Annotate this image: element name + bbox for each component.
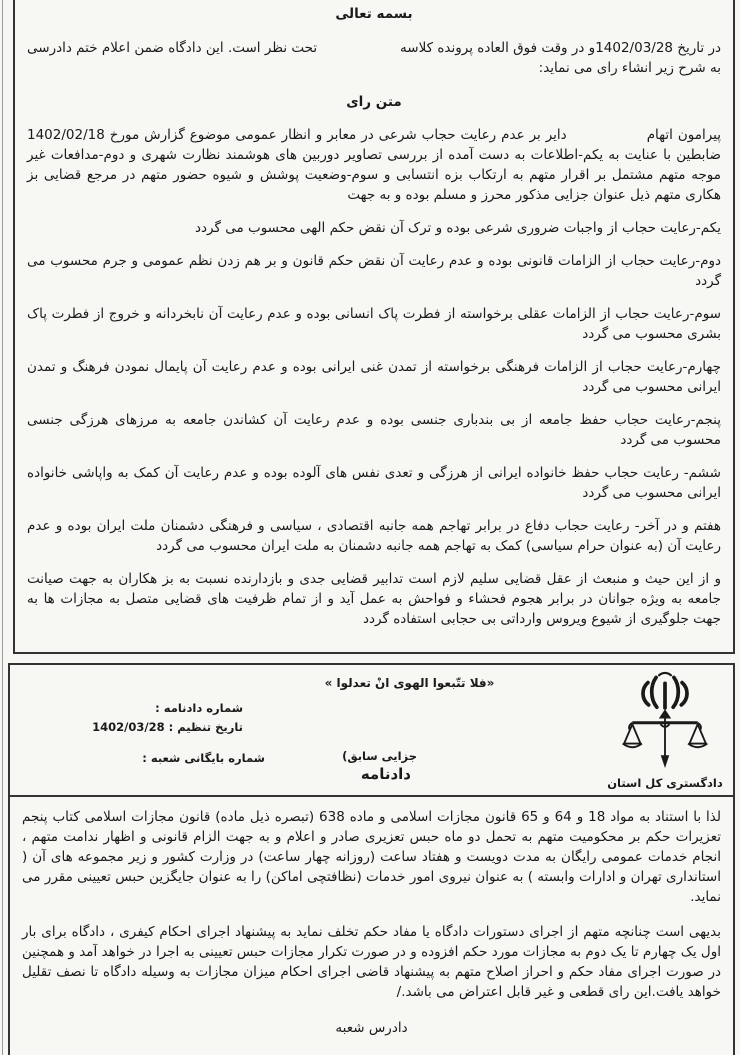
issue-date-row — [92, 720, 243, 734]
charge-body: دایر بر عدم رعایت حجاب شرعی در معابر و انظار عمومی موضوع گزارش مورخ 1402/02/18 ضابطین با عنایت به یکم-اطلاعات به دست آمده از بررسی تصاویر دوربین های هوشمند نظارت شهری و دوم-مدافعات غیر موجه متهم مشتمل بر اقرار متهم به ارتکاب بزه انتسابی و سوم-وضعیت پوشش و شیوه حضور متهم در مرجع قضایی بز هکاری متهم ذیل عنوان جزایی مذکور محرز و مسلم بوده و به جهت — [27, 127, 721, 203]
ruling-body — [10, 797, 733, 1038]
issue-date-value: 1402/03/28 — [92, 720, 165, 734]
charge-prefix: پیرامون اتهام — [646, 127, 721, 143]
reason-item-4: چهارم-رعایت حجاب از الزامات فرهنگی برخواسته از تمدن غنی ایرانی بوده و عدم رعایت آن پایمال نمودن فرهنگ و تمدن ایرانی محسوب می گردد — [27, 359, 721, 395]
letterhead — [10, 665, 733, 797]
verdict-text-box — [13, 0, 735, 654]
intro-left-text: تحت نظر است. این دادگاه ضمن اعلام ختم دادرسی — [27, 40, 318, 56]
reason-item-6: ششم- رعایت حجاب حفظ خانواده ایرانی از هرزگی و تعدی نفس های آلوده بوده و عدم رعایت آن کمک به واپاشی خانواده ایرانی محسوب می گردد — [27, 465, 721, 501]
document-title: دادنامه — [360, 765, 411, 783]
ruling-box — [8, 663, 735, 1055]
reason-item-7: هفتم و در آخر- رعایت حجاب دفاع در برابر تهاجم همه جانبه اقتصادی ، سیاسی و فرهنگی دشمنان ملت ایران بوده و عدم رعایت آن (به عنوان حرام سیاسی) کمک به تهاجم همه جانبه دشمنان به ملت ایران محسوب می گردد — [27, 518, 721, 554]
reason-item-3: سوم-رعایت حجاب از الزامات عقلی برخواسته از فطرت پاک انسانی بوده و عدم رعایت آن نابخردانه و خروج از فطرت پاک بشری محسوب می گردد — [27, 306, 721, 342]
verdict-number-label: شماره دادنامه : — [155, 701, 243, 715]
emblem-caption: دادگستری کل استان — [607, 776, 723, 790]
issue-date-label: تاریخ تنظیم : — [168, 720, 243, 734]
intro-line — [27, 38, 721, 58]
iran-emblem-scales-of-justice-icon — [613, 670, 717, 774]
conclusion-paragraph: و از این حیث و منبعث از عقل قضایی سلیم لازم است تدابیر قضایی جدی و بازدارنده نسبت به بز هکاران به جهت صیانت جامعه به ویژه جوانان در برابر هجوم فحشاء و فواحش به عمل آید و از تمام ظرفیت های قضایی متصل به مجازات ها به جهت جلوگیری از شیوع ویروس وارداتی بی حجابی استفاده گردد — [27, 571, 721, 627]
branch-archive-number-label: شماره بایگانی شعبه : — [142, 751, 265, 765]
charge-paragraph — [27, 125, 721, 205]
reason-item-5: پنجم-رعایت حجاب حفظ جامعه از بی بندباری جنسی بوده و عدم رعایت آن کشاندن جامعه به مرزهای هرزگی جنسی محسوب می گردد — [27, 412, 721, 448]
scan-edge-line — [2, 0, 3, 1055]
enforcement-paragraph: بدیهی است چنانچه متهم از اجرای دستورات دادگاه یا مفاد حکم تخلف نماید به پیشنهاد اجرای احکام کیفری ، دادگاه برای بار اول یک چهارم تا یک دوم به مجازات مورد حکم افزوده و در صورت تکرار مجازات حبس تعیینی به اجرا در خواهد آمد و همچنین در صورت اجرای مفاد حکم و احراز اصلاح متهم به پیشنهاد قاضی اجرای احکام میزان مجازات به وسیله دادگاه تا نصف تقلیل خواهد یافت.این رای قطعی و غیر قابل اعتراض می باشد./ — [22, 924, 721, 1000]
sentence-paragraph: لذا با استناد به مواد 18 و 64 و 65 قانون مجازات اسلامی و ماده 638 (تبصره ذیل ماده) قانون مجازات اسلامی کتاب پنجم تعزیرات حکم بر محکومیت متهم به تحمل دو ماه حبس تعزیری صادر و اعلام و به جهت الزام قانونی و اظهار ندامت متهم ، انجام خدمات عمومی رایگان به مدت دویست و هفتاد ساعت (روزانه چهار ساعت) در وزارت کشور و زیر مجموعه های آن ( استانداری تهران و ادارات وابسته ) به عنوان نیروی امور خدمات (نظافتچی اماکن) را به عنوان جایگزین حبس تعیینی مقرر می نماید. — [22, 809, 721, 905]
reason-item-2: دوم-رعایت حجاب از الزامات قانونی بوده و عدم رعایت آن نقض حکم قانون و بر هم زدن نظم عمومی و جرم محسوب می گردد — [27, 253, 721, 289]
judiciary-emblem — [605, 670, 725, 790]
verdict-section-title: متن رای — [346, 94, 402, 110]
reason-item-1: یکم-رعایت حجاب از واجبات ضروری شرعی بوده و ترک آن نقض حکم الهی محسوب می گردد — [195, 220, 721, 236]
bismillah-heading: بسمه تعالی — [335, 6, 413, 22]
judge-signature-line: دادرس شعبه — [335, 1020, 408, 1036]
intro-right-text: در تاریخ 1402/03/28و در وقت فوق العاده پرونده کلاسه — [400, 40, 721, 56]
intro-line2: به شرح زیر انشاء رای می نماید: — [538, 60, 721, 76]
court-type-label: جزایی سابق) — [342, 749, 417, 763]
quran-verse: «فلا تتّبعوا الهوی انْ تعدلوا » — [324, 676, 495, 690]
